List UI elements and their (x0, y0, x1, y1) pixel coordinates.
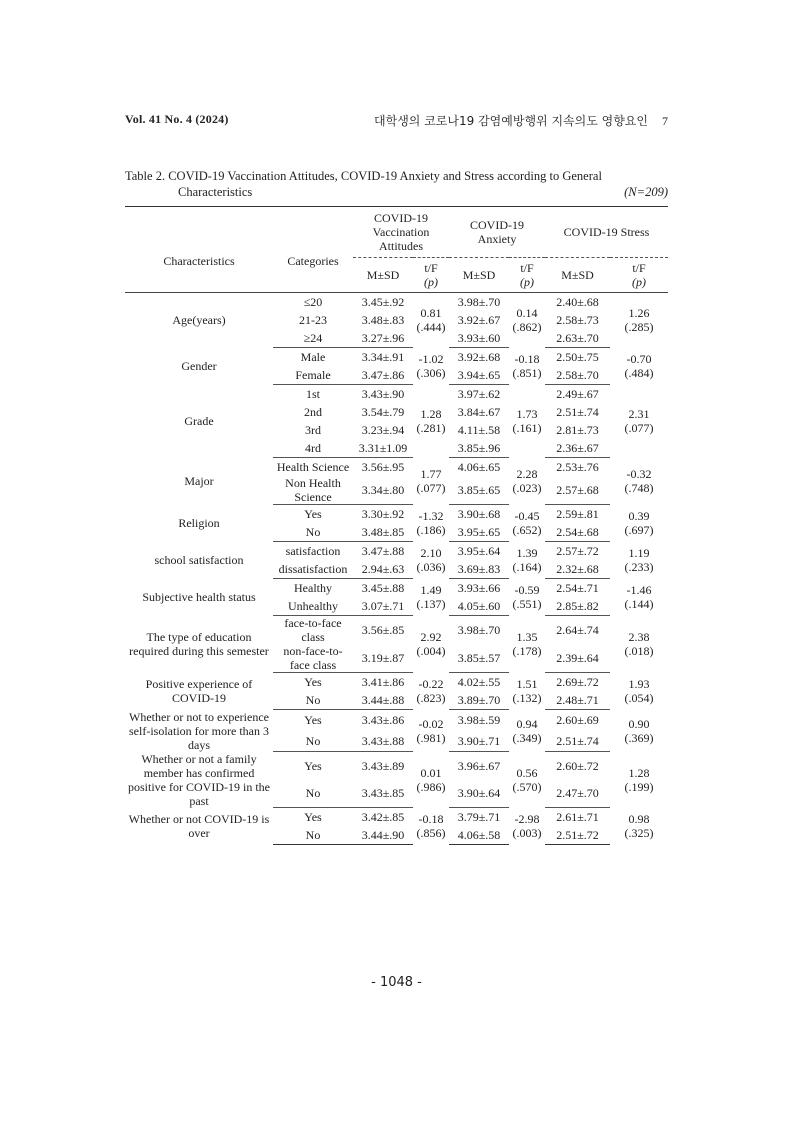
vaccination-tf (413, 348, 449, 385)
stress-tf (610, 616, 668, 673)
anxiety-tf-p: (.851) (512, 366, 542, 380)
stress-msd: 2.57±.68 (545, 476, 610, 505)
stress-msd: 2.63±.70 (545, 329, 610, 348)
vaccination-msd: 3.42±.85 (361, 810, 405, 824)
vaccination-tf (413, 710, 449, 752)
vaccination-msd: 3.54±.79 (361, 405, 405, 419)
vaccination-tf-t: 2.92 (420, 630, 442, 644)
anxiety-msd: 4.11±.58 (457, 423, 501, 437)
anxiety-tf-t: 0.56 (516, 765, 538, 780)
anxiety-msd: 3.92±.68 (457, 350, 501, 364)
vaccination-msd: 3.45±.92 (361, 295, 405, 309)
anxiety-tf-p: (.003) (512, 826, 542, 840)
anxiety-tf-t: 1.51 (516, 677, 538, 691)
stress-tf-t: 0.90 (628, 716, 650, 731)
stress-msd: 2.58±.70 (545, 366, 610, 385)
vaccination-msd: 3.31±1.09 (353, 439, 413, 458)
vaccination-tf-t: 1.28 (420, 407, 442, 421)
vaccination-tf-t: -0.02 (418, 716, 444, 731)
col-a-p: (p) (520, 275, 534, 289)
characteristic-label: school satisfaction (154, 553, 244, 567)
vaccination-msd: 2.94±.63 (353, 560, 413, 579)
vaccination-msd: 3.34±.80 (353, 476, 413, 505)
page-footer: - 1048 - (371, 975, 422, 990)
stress-msd: 2.59±.81 (556, 507, 599, 521)
anxiety-tf-t: 0.94 (516, 716, 538, 731)
vaccination-tf (413, 293, 449, 348)
category-label: Male (300, 350, 326, 364)
stress-tf-p: (.233) (624, 560, 654, 574)
anxiety-tf-t: 2.28 (516, 467, 538, 481)
vaccination-msd: 3.34±.91 (361, 350, 405, 364)
anxiety-tf (509, 348, 545, 385)
vaccination-tf-p: (.077) (416, 481, 446, 495)
anxiety-tf (509, 673, 545, 710)
vaccination-tf-p: (.137) (416, 597, 446, 611)
anxiety-msd: 3.90±.68 (457, 507, 501, 521)
stress-tf-t: 0.39 (628, 509, 650, 523)
anxiety-msd: 3.93±.60 (449, 329, 509, 348)
stress-tf (610, 505, 668, 542)
table-row (125, 385, 668, 404)
category-label: ≥24 (273, 329, 353, 348)
vaccination-msd: 3.07±.71 (353, 597, 413, 616)
vaccination-tf-p: (.986) (416, 779, 446, 794)
vaccination-tf-t: 0.01 (420, 765, 442, 780)
col-v-msd: M±SD (353, 258, 413, 293)
characteristic-label: Subjective health status (142, 590, 256, 604)
vaccination-tf-t: -0.22 (418, 677, 444, 691)
vaccination-tf (413, 752, 449, 808)
anxiety-tf-p: (.161) (512, 421, 542, 435)
col-s-msd: M±SD (545, 258, 610, 293)
category-label: No (273, 691, 353, 710)
vaccination-tf-t: -1.02 (418, 352, 444, 366)
anxiety-tf-p: (.570) (512, 779, 542, 794)
stress-msd: 2.36±.67 (545, 439, 610, 458)
category-label: Health Science (276, 460, 350, 474)
table-body (125, 293, 668, 845)
anxiety-tf-t: -0.45 (514, 509, 540, 523)
stress-tf (610, 808, 668, 845)
anxiety-tf (509, 616, 545, 673)
vaccination-msd: 3.44±.88 (353, 691, 413, 710)
category-label: No (273, 731, 353, 752)
characteristic-label: The type of education required during this semester (129, 630, 269, 658)
stress-msd: 2.51±.74 (556, 405, 599, 419)
stress-msd: 2.64±.74 (556, 623, 599, 637)
stress-tf (610, 348, 668, 385)
category-label: Healthy (294, 581, 332, 595)
characteristic-label: Gender (181, 359, 217, 373)
stress-tf-p: (.077) (624, 421, 654, 435)
anxiety-tf-p: (.178) (512, 644, 542, 658)
vaccination-tf-t: 1.77 (420, 467, 442, 481)
stress-msd: 2.69±.72 (556, 675, 599, 689)
anxiety-tf (509, 458, 545, 505)
col-vaccination: COVID-19 Vaccination Attitudes (353, 207, 449, 258)
table-row (125, 505, 668, 524)
category-label: ≤20 (303, 295, 323, 309)
vaccination-msd: 3.43±.89 (361, 758, 405, 773)
vaccination-tf (413, 808, 449, 845)
anxiety-tf-p: (.862) (512, 320, 542, 335)
stress-tf-p: (.144) (624, 597, 654, 611)
vaccination-tf (413, 673, 449, 710)
stress-tf-p: (.018) (624, 644, 654, 658)
anxiety-msd: 3.85±.65 (449, 476, 509, 505)
anxiety-msd: 3.85±.96 (449, 439, 509, 458)
category-label: No (273, 523, 353, 542)
stress-msd: 2.85±.82 (545, 597, 610, 616)
category-label: Yes (304, 810, 322, 824)
anxiety-tf-t: 1.35 (516, 630, 538, 644)
category-label: Non Health Science (273, 476, 353, 505)
stress-tf-p: (.325) (624, 826, 654, 840)
anxiety-msd: 3.95±.65 (449, 523, 509, 542)
table-row (125, 710, 668, 731)
anxiety-tf-t: 1.73 (516, 407, 538, 421)
category-label: dissatisfaction (273, 560, 353, 579)
category-label: 21-23 (299, 313, 327, 327)
stress-tf (610, 710, 668, 752)
anxiety-msd: 3.98±.70 (457, 295, 501, 309)
stress-msd: 2.81±.73 (556, 423, 599, 437)
vaccination-msd: 3.47±.88 (361, 544, 405, 558)
vaccination-tf (413, 505, 449, 542)
anxiety-msd: 3.90±.71 (449, 731, 509, 752)
vaccination-msd: 3.43±.90 (361, 387, 405, 401)
anxiety-msd: 4.02±.55 (457, 675, 501, 689)
col-characteristics: Characteristics (125, 207, 273, 293)
anxiety-msd: 3.90±.64 (449, 780, 509, 808)
stress-tf-t: -1.46 (626, 583, 652, 597)
table-row (125, 752, 668, 780)
stress-tf (610, 542, 668, 579)
vaccination-msd: 3.41±.86 (361, 675, 405, 689)
vaccination-msd: 3.56±.95 (361, 460, 405, 474)
vaccination-msd: 3.23±.94 (361, 423, 405, 437)
vaccination-tf (413, 542, 449, 579)
stress-tf (610, 458, 668, 505)
anxiety-tf-t: -2.98 (514, 812, 540, 826)
stress-tf-t: -0.70 (626, 352, 652, 366)
vaccination-tf-p: (.823) (416, 691, 446, 705)
stress-msd: 2.48±.71 (545, 691, 610, 710)
vaccination-tf (413, 616, 449, 673)
anxiety-msd: 4.06±.58 (449, 826, 509, 845)
running-header (374, 112, 668, 129)
characteristic-label: Major (184, 474, 214, 488)
anxiety-tf-t: -0.59 (514, 583, 540, 597)
anxiety-tf-t: 0.14 (516, 306, 538, 321)
stress-tf-p: (.369) (624, 730, 654, 745)
table-row (125, 673, 668, 692)
stress-tf-p: (.484) (624, 366, 654, 380)
stress-tf-t: 1.19 (628, 546, 650, 560)
category-label: Yes (304, 758, 322, 773)
anxiety-msd: 3.89±.70 (449, 691, 509, 710)
anxiety-msd: 3.98±.59 (457, 713, 501, 728)
vaccination-msd: 3.44±.90 (353, 826, 413, 845)
anxiety-tf (509, 385, 545, 458)
sample-size: (N=209) (624, 185, 668, 199)
stress-tf-p: (.285) (624, 320, 654, 335)
vaccination-msd: 3.56±.85 (361, 623, 405, 637)
anxiety-msd: 4.05±.60 (449, 597, 509, 616)
vaccination-tf-p: (.186) (416, 523, 446, 537)
characteristic-label: Whether or not COVID-19 is over (128, 812, 270, 840)
caption-title-cont: Characteristics (178, 185, 253, 199)
stress-tf-t: -0.32 (626, 467, 652, 481)
stress-msd: 2.60±.72 (556, 758, 599, 773)
category-label: face-to-face class (284, 616, 342, 644)
stress-tf-p: (.054) (624, 691, 654, 705)
stress-msd: 2.47±.70 (545, 780, 610, 808)
table-row (125, 808, 668, 827)
characteristic-label: Whether or not to experience self-isolation for more than 3 days (129, 709, 269, 752)
vaccination-tf-t: -1.32 (418, 509, 444, 523)
table-row (125, 579, 668, 598)
anxiety-tf-p: (.164) (512, 560, 542, 574)
vaccination-msd: 3.43±.85 (353, 780, 413, 808)
category-label: Unhealthy (273, 597, 353, 616)
anxiety-tf-p: (.023) (512, 481, 542, 495)
category-label: No (273, 780, 353, 808)
stress-msd: 2.32±.68 (545, 560, 610, 579)
stress-msd: 2.60±.69 (556, 713, 599, 728)
category-label: 3rd (305, 423, 321, 437)
characteristic-label: Whether or not a family member has confirmed positive for COVID-19 in the past (128, 751, 270, 808)
vaccination-tf-p: (.036) (416, 560, 446, 574)
stress-msd: 2.58±.73 (556, 313, 599, 327)
col-anxiety: COVID-19 Anxiety (449, 207, 545, 258)
stress-msd: 2.53±.76 (556, 460, 599, 474)
anxiety-tf-p: (.349) (512, 730, 542, 745)
anxiety-tf (509, 293, 545, 348)
vaccination-tf-t: -0.18 (418, 812, 444, 826)
table-caption (125, 168, 668, 200)
stress-tf-p: (.748) (624, 481, 654, 495)
anxiety-tf-t: 1.39 (516, 546, 538, 560)
anxiety-msd: 3.97±.62 (457, 387, 501, 401)
vaccination-msd: 3.48±.83 (361, 313, 405, 327)
anxiety-tf (509, 542, 545, 579)
category-label: 1st (305, 387, 320, 401)
anxiety-tf (509, 752, 545, 808)
vaccination-tf-t: 0.81 (420, 306, 442, 321)
table-row (125, 616, 668, 645)
results-table (125, 206, 668, 845)
category-label: Yes (304, 507, 322, 521)
journal-volume: Vol. 41 No. 4 (2024) (125, 112, 229, 126)
col-v-p: (p) (424, 275, 438, 289)
stress-tf-t: 1.93 (628, 677, 650, 691)
anxiety-tf (509, 579, 545, 616)
anxiety-msd: 3.85±.57 (449, 644, 509, 673)
vaccination-tf-t: 1.49 (420, 583, 442, 597)
col-categories: Categories (273, 207, 353, 293)
vaccination-tf-p: (.981) (416, 730, 446, 745)
stress-tf-t: 1.28 (628, 765, 650, 780)
anxiety-msd: 3.94±.65 (449, 366, 509, 385)
category-label: 4rd (273, 439, 353, 458)
col-s-tf: t/F (632, 261, 646, 275)
vaccination-tf (413, 385, 449, 458)
category-label: non-face-to-face class (273, 644, 353, 673)
vaccination-msd: 3.19±.87 (353, 644, 413, 673)
vaccination-msd: 3.45±.88 (361, 581, 405, 595)
category-label: 2nd (304, 405, 322, 419)
vaccination-msd: 3.43±.88 (353, 731, 413, 752)
table-row (125, 542, 668, 561)
table-row (125, 348, 668, 367)
vaccination-tf-p: (.281) (416, 421, 446, 435)
anxiety-tf (509, 808, 545, 845)
anxiety-msd: 3.98±.70 (457, 623, 501, 637)
stress-msd: 2.49±.67 (556, 387, 599, 401)
anxiety-tf-p: (.652) (512, 523, 542, 537)
characteristic-label: Religion (178, 516, 220, 530)
anxiety-tf-p: (.132) (512, 691, 542, 705)
category-label: satisfaction (285, 544, 341, 558)
table-row (125, 293, 668, 312)
anxiety-msd: 3.79±.71 (457, 810, 501, 824)
anxiety-msd: 3.84±.67 (457, 405, 501, 419)
col-a-msd: M±SD (449, 258, 509, 293)
col-stress: COVID-19 Stress (545, 207, 668, 258)
characteristic-label: Positive experience of COVID-19 (145, 677, 253, 705)
stress-tf (610, 579, 668, 616)
vaccination-tf-p: (.856) (416, 826, 446, 840)
vaccination-msd: 3.48±.85 (353, 523, 413, 542)
stress-tf-t: 1.26 (628, 306, 650, 321)
vaccination-tf (413, 579, 449, 616)
anxiety-tf-t: -0.18 (514, 352, 540, 366)
page-number: 7 (662, 114, 668, 128)
vaccination-tf-p: (.004) (416, 644, 446, 658)
stress-tf-t: 2.38 (628, 630, 650, 644)
stress-msd: 2.50±.75 (556, 350, 599, 364)
anxiety-msd: 3.92±.67 (457, 313, 501, 327)
vaccination-tf-p: (.306) (416, 366, 446, 380)
vaccination-msd: 3.27±.96 (353, 329, 413, 348)
vaccination-tf-p: (.444) (416, 320, 446, 335)
caption-title: Table 2. COVID-19 Vaccination Attitudes, COVID-19 Anxiety and Stress according to General (125, 169, 602, 183)
stress-msd: 2.40±.68 (556, 295, 599, 309)
category-label: Female (273, 366, 353, 385)
anxiety-msd: 3.93±.66 (457, 581, 501, 595)
stress-tf (610, 673, 668, 710)
col-s-p: (p) (632, 275, 646, 289)
running-title: 대학생의 코로나19 감염예방행위 지속의도 영향요인 (374, 114, 648, 128)
category-label: No (273, 826, 353, 845)
stress-msd: 2.57±.72 (556, 544, 599, 558)
stress-msd: 2.51±.72 (545, 826, 610, 845)
stress-tf-p: (.199) (624, 779, 654, 794)
stress-tf-p: (.697) (624, 523, 654, 537)
vaccination-tf (413, 458, 449, 505)
stress-tf-t: 2.31 (628, 407, 650, 421)
stress-tf-t: 0.98 (628, 812, 650, 826)
anxiety-msd: 3.96±.67 (457, 758, 501, 773)
anxiety-tf-p: (.551) (512, 597, 542, 611)
anxiety-msd: 3.95±.64 (457, 544, 501, 558)
table-row (125, 458, 668, 477)
vaccination-msd: 3.43±.86 (361, 713, 405, 728)
anxiety-msd: 4.06±.65 (457, 460, 501, 474)
stress-msd: 2.39±.64 (545, 644, 610, 673)
characteristic-label: Age(years) (172, 313, 226, 328)
stress-msd: 2.54±.71 (556, 581, 599, 595)
stress-msd: 2.54±.68 (545, 523, 610, 542)
col-v-tf: t/F (424, 261, 438, 275)
stress-tf (610, 752, 668, 808)
anxiety-tf (509, 505, 545, 542)
stress-msd: 2.51±.74 (545, 731, 610, 752)
col-a-tf: t/F (520, 261, 534, 275)
category-label: Yes (304, 713, 322, 728)
anxiety-tf (509, 710, 545, 752)
vaccination-msd: 3.30±.92 (361, 507, 405, 521)
anxiety-msd: 3.69±.83 (449, 560, 509, 579)
stress-msd: 2.61±.71 (556, 810, 599, 824)
stress-tf (610, 385, 668, 458)
vaccination-msd: 3.47±.86 (353, 366, 413, 385)
stress-tf (610, 293, 668, 348)
vaccination-tf-t: 2.10 (420, 546, 442, 560)
category-label: Yes (304, 675, 322, 689)
characteristic-label: Grade (184, 414, 214, 428)
